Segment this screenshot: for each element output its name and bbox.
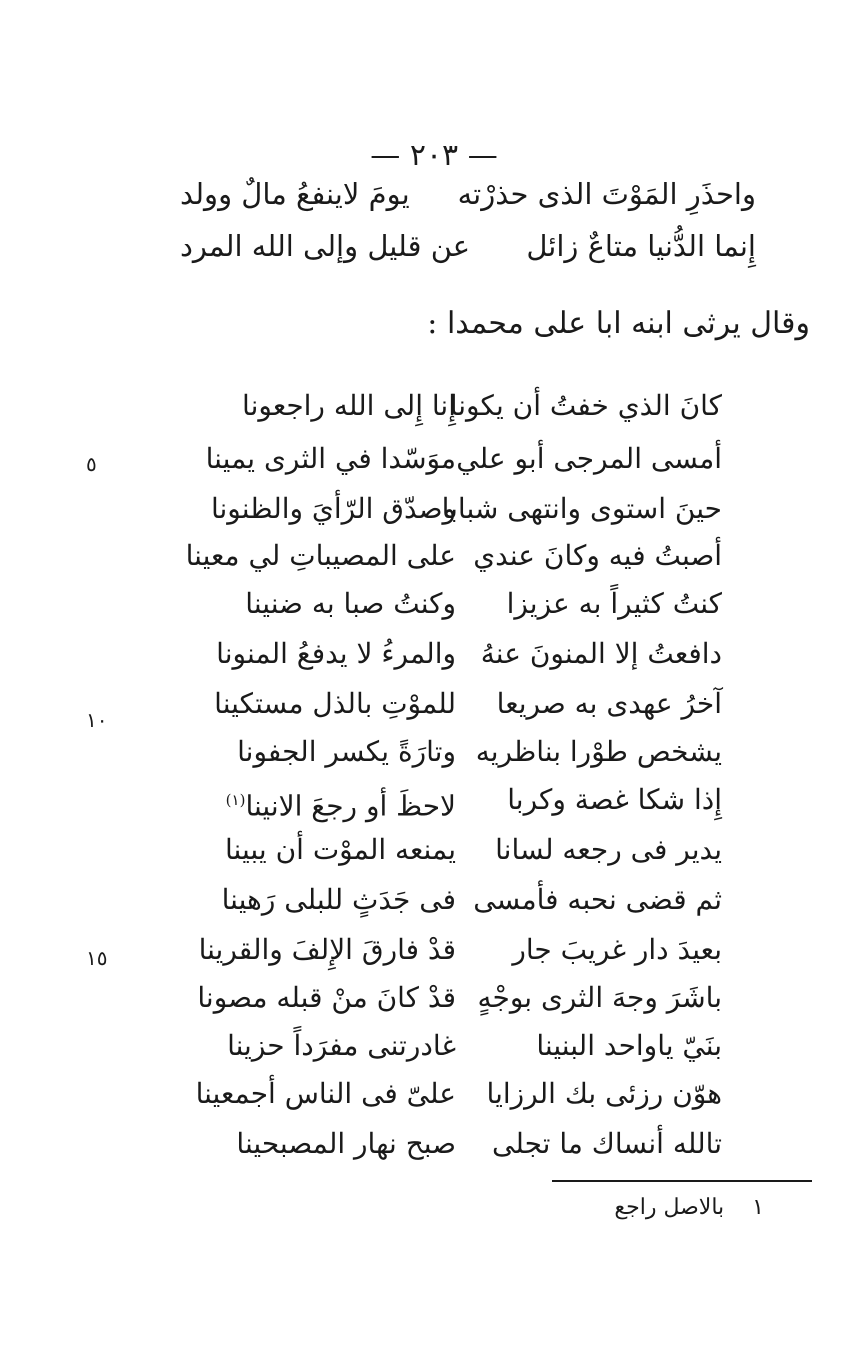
verse-2-second: موَسّدا في الثرى يمينا [205,442,456,475]
verse-4-first: أصبتُ فيه وكانَ عندي [473,539,722,572]
verse-3-second: وصدّق الرّأيَ والظنونا [210,492,456,525]
verse-6-first: دافعتُ إلا المنونَ عنهُ [480,637,722,670]
verse-8-second: وتارَةً يكسر الجفونا [237,735,456,768]
line-number-15: ١٥ [86,946,108,970]
verse-7-first: آخرُ عهدى به صريعا [496,687,722,720]
verse-10-second: يمنعه الموْت أن يبينا [225,833,456,866]
couplet-2-second-hemistich: عن قليل وإلى الله المرد [180,229,471,263]
verse-3-first: حينَ استوى وانتهى شبابا [441,492,722,525]
line-number-5: ٥ [86,452,97,476]
verse-4-second: على المصيباتِ لي معينا [185,539,456,572]
couplet-2-first-hemistich: إِنما الدُّنيا متاعٌ زائل [526,229,756,263]
couplet-1-second-hemistich: يومَ لاينفعُ مالٌ وولد [180,177,410,211]
verse-15-second: علىّ فى الناس أجمعينا [195,1077,456,1110]
verse-9-second [224,780,456,826]
couplet-1-first-hemistich: واحذَرِ المَوْتَ الذى حذرْته [457,177,756,211]
verse-1-first: كانَ الذي خفتُ أن يكونا [449,389,722,422]
verse-1-second: إِنا إِلى الله راجعونا [242,389,456,422]
verse-14-second: غادرتنى مفرَداً حزينا [227,1029,456,1062]
verse-11-first: ثم قضى نحبه فأمسى [473,883,722,916]
line-number-10: ١٠ [86,708,108,732]
verse-15-first: هوّن رزئى بك الرزايا [486,1077,722,1110]
footnote-marker[interactable]: (١) [225,791,246,809]
page-number: — ٢٠٣ — [370,138,498,173]
verse-13-second: قدْ كانَ منْ قبله مصونا [197,981,456,1014]
verse-12-first: بعيدَ دار غريبَ جار [512,933,722,966]
verse-12-second: قدْ فارقَ الإِلفَ والقرينا [198,933,456,966]
verse-13-first: باشَرَ وجهَ الثرى بوجْهٍ [477,981,722,1014]
verse-11-second: فى جَدَثٍ للبلى رَهينا [221,883,456,916]
verse-9-first: إِذا شكا غصة وكربا [507,783,722,816]
verse-6-second: والمرءُ لا يدفعُ المنونا [216,637,456,670]
verse-7-second: للموْتِ بالذل مستكينا [214,687,456,720]
footnote-number: ١ [752,1195,764,1220]
verse-10-first: يدير فى رجعه لسانا [495,833,722,866]
verse-5-first: كنتُ كثيراً به عزيزا [506,587,722,620]
poem-introduction: وقال يرثى ابنه ابا على محمدا : [427,306,810,341]
footnote-divider [552,1180,812,1182]
verse-16-second: صبح نهار المصبحينا [236,1127,456,1160]
verse-16-first: تالله أنساك ما تجلى [491,1127,722,1160]
verse-8-first: يشخص طوْرا بناظريه [475,735,722,768]
verse-2-first: أمسى المرجى أبو علي [456,442,722,475]
verse-5-second: وكنتُ صبا به ضنينا [245,587,456,620]
verse-9-second-text: لاحظَ أو رجعَ الانينا [245,789,456,823]
verse-14-first: بنَيّ ياواحد البنينا [536,1029,722,1062]
footnote-text: بالاصل راجع [614,1195,725,1220]
footnote [614,1190,764,1226]
